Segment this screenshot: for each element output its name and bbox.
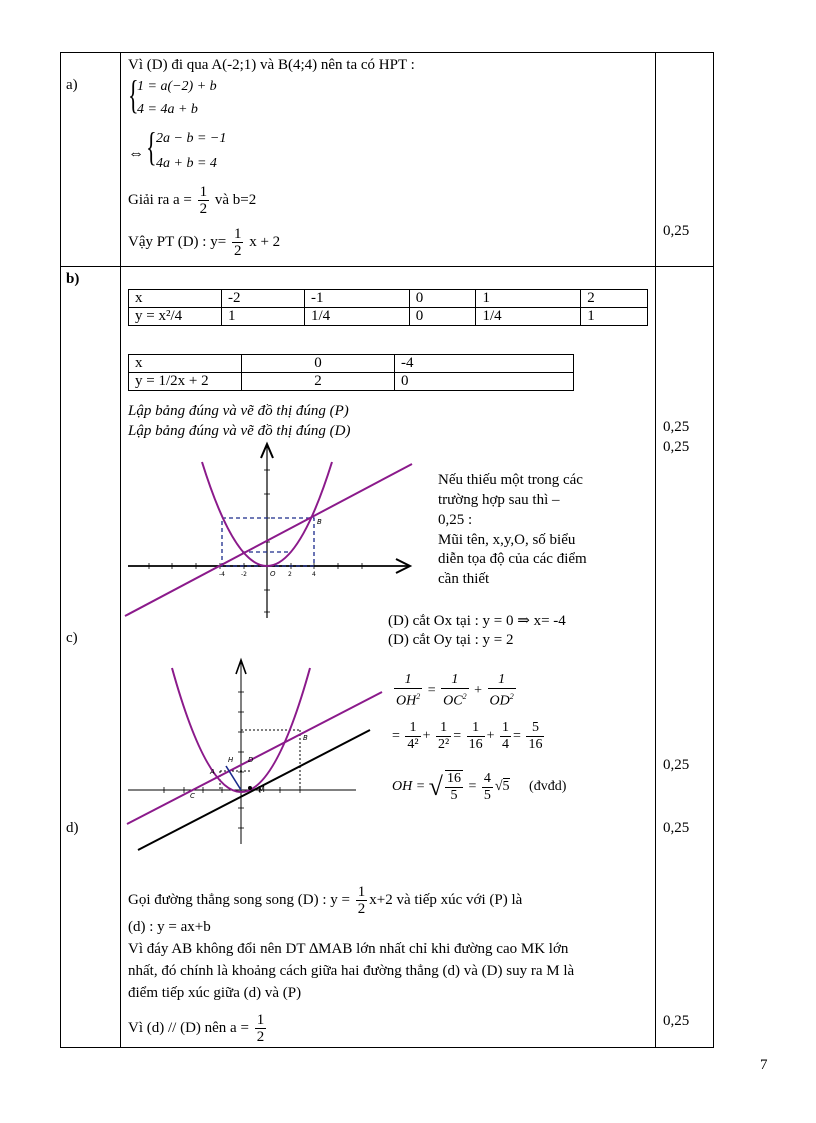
table-cell: -4 — [395, 355, 574, 373]
conclude-prefix: Vậy PT (D) : y= — [128, 233, 227, 250]
table-cell: 1 — [222, 308, 305, 326]
score-a: 0,25 — [663, 223, 690, 239]
frac-1-oc2: $\frac{1}{OC^2}$ — [443, 672, 467, 709]
label-O: O — [270, 570, 276, 578]
conclude-line — [128, 226, 280, 259]
part-d-line4: nhất, đó chính là khoảng cách giữa hai đường thẳng (d) và (D) suy ra M là — [128, 963, 575, 979]
label-M: M — [258, 785, 265, 794]
sqrt-fraction: √ $\frac{16}{5}$ — [428, 771, 461, 803]
side-note-line: trường hợp sau thì – — [438, 492, 560, 508]
row-label-b: b) — [66, 271, 80, 287]
frac: $\frac{1}{\text{4²}}$ — [407, 720, 419, 752]
label-C: C — [190, 792, 195, 800]
system2-brace: { — [146, 124, 157, 169]
part-a-intro: Vì (D) đi qua A(-2;1) và B(4;4) nên ta có HPT : — [128, 57, 415, 73]
solve-line — [128, 184, 256, 217]
border-row-ab — [60, 266, 714, 267]
row-label-a: a) — [66, 77, 78, 93]
table-cell: y = x²/4 — [129, 308, 222, 326]
conclude-den: 2 — [233, 243, 242, 259]
table-row — [129, 355, 574, 373]
formula-oh-result: OH = √ $\frac{16}{5}$ = $\frac{4}{5}$ √5 (đvđd) — [392, 770, 567, 803]
graph-distance — [124, 656, 386, 852]
border-bottom — [60, 1047, 714, 1048]
score-c: 0,25 — [663, 757, 690, 773]
table-row — [129, 373, 574, 391]
line1-fraction: $\frac{1}{2}$ — [357, 884, 366, 917]
border-right — [713, 52, 714, 1048]
intersect-ox: (D) cắt Ox tại : y = 0 ⇒ x= -4 — [388, 613, 566, 629]
table-row — [129, 290, 648, 308]
label-H: H — [228, 756, 234, 764]
label-D: D — [248, 756, 254, 764]
solve-suffix: và b=2 — [214, 191, 257, 208]
equivalence-symbol: ⇔ — [128, 145, 144, 162]
line1-prefix: Gọi đường thẳng song song (D) : y = — [128, 891, 351, 908]
system2-eq2: 4a + b = 4 — [156, 156, 217, 171]
formula-inverse-squares: $\frac{1}{OH^2}$ = $\frac{1}{OC^2}$ + $\frac{1}{OD^2}$ — [396, 672, 514, 709]
solve-fraction — [198, 184, 210, 217]
line-D — [125, 464, 412, 616]
table-cell: 1/4 — [476, 308, 581, 326]
system2-eq1: 2a − b = −1 — [156, 131, 227, 146]
table-cell: x — [129, 355, 242, 373]
part-d-line5: điểm tiếp xúc giữa (d) và (P) — [128, 985, 302, 1001]
system1-brace: { — [128, 72, 139, 117]
side-note-line: cần thiết — [438, 571, 490, 587]
score-b2: 0,25 — [663, 439, 690, 455]
table-cell: -1 — [305, 290, 410, 308]
table-cell: 0 — [242, 355, 395, 373]
value-table-parabola — [128, 289, 648, 326]
solve-prefix: Giải ra a = — [128, 191, 192, 208]
score-d1: 0,25 — [663, 820, 690, 836]
table-cell: 1 — [581, 308, 648, 326]
table-cell: 0 — [409, 308, 476, 326]
frac: $\frac{4}{5}$ — [483, 770, 491, 803]
table-cell: -2 — [222, 290, 305, 308]
conclude-fraction — [232, 226, 244, 259]
solve-den: 2 — [199, 201, 208, 217]
row-label-d: d) — [66, 820, 79, 836]
value-table-line — [128, 354, 574, 391]
conclude-suffix: x + 2 — [249, 233, 281, 250]
table-row — [129, 308, 648, 326]
note-parabola: Lập bảng đúng và vẽ đồ thị đúng (P) — [128, 403, 349, 419]
oh-unit: (đvđd) — [529, 779, 567, 795]
page-number: 7 — [760, 1057, 768, 1073]
line-D — [127, 692, 382, 824]
part-d-line2: (d) : y = ax+b — [128, 919, 211, 935]
system1-eq2: 4 = 4a + b — [137, 102, 198, 117]
tick-label-4: 4 — [312, 571, 316, 578]
frac: $\frac{1}{16}$ — [468, 720, 483, 752]
label-A: A — [210, 768, 215, 776]
intersect-oy: (D) cắt Oy tại : y = 2 — [388, 632, 514, 648]
part-d-line3: Vì đáy AB không đổi nên DT ∆MAB lớn nhất chỉ khi đường cao MK lớn — [128, 941, 569, 957]
table-cell: 0 — [409, 290, 476, 308]
score-d2: 0,25 — [663, 1013, 690, 1029]
label-B: B — [317, 518, 322, 526]
side-note-line: diễn tọa độ của các điểm — [438, 551, 587, 567]
graph-parabola-line — [120, 440, 420, 620]
tick-label-minus-2: -2 — [241, 571, 247, 578]
label-B: B — [303, 734, 308, 742]
line1-suffix: x+2 và tiếp xúc với (P) là — [369, 891, 523, 908]
table-cell: 2 — [581, 290, 648, 308]
frac-1-od2: $\frac{1}{OD^2}$ — [489, 672, 514, 709]
note-line: Lập bảng đúng và vẽ đồ thị đúng (D) — [128, 423, 351, 439]
frac-1-oh2: $\frac{1}{OH^2}$ — [396, 672, 421, 709]
line6-fraction: $\frac{1}{2}$ — [256, 1012, 265, 1045]
tick-label-2: 2 — [288, 571, 292, 578]
frac: $\frac{5}{16}$ — [528, 720, 543, 752]
side-note-line: Nếu thiếu một trong các — [438, 472, 583, 488]
tick-label-minus-4: -4 — [219, 571, 225, 578]
table-cell: y = 1/2x + 2 — [129, 373, 242, 391]
score-b1: 0,25 — [663, 419, 690, 435]
table-cell: 0 — [395, 373, 574, 391]
oh-mid: = — [468, 779, 477, 795]
conclude-num: 1 — [233, 226, 242, 242]
line6-prefix: Vì (d) // (D) nên a = — [128, 1019, 249, 1036]
side-note-line: Mũi tên, x,y,O, số biểu — [438, 532, 576, 548]
table-cell: 1/4 — [305, 308, 410, 326]
border-col2 — [655, 52, 656, 1048]
side-note-line: 0,25 : — [438, 512, 473, 528]
table-cell: 2 — [242, 373, 395, 391]
oh-lhs: OH = — [392, 779, 426, 795]
part-d-line1 — [128, 884, 522, 917]
point-M — [248, 786, 252, 790]
frac: $\frac{1}{\text{2²}}$ — [438, 720, 450, 752]
formula-numeric: = $\frac{1}{\text{4²}}$ + $\frac{1}{\text{2²}}$ = $\frac{1}{16}$ + $\frac{1}{4}$ = $\frac{5}{16}$ — [392, 720, 543, 752]
border-top — [60, 52, 714, 53]
system1-eq1: 1 = a(−2) + b — [137, 79, 217, 94]
solve-num: 1 — [199, 184, 208, 200]
border-left — [60, 52, 61, 1048]
frac: $\frac{1}{4}$ — [502, 720, 510, 752]
row-label-c: c) — [66, 630, 78, 646]
part-d-line6 — [128, 1012, 268, 1045]
table-cell: 1 — [476, 290, 581, 308]
table-cell: x — [129, 290, 222, 308]
